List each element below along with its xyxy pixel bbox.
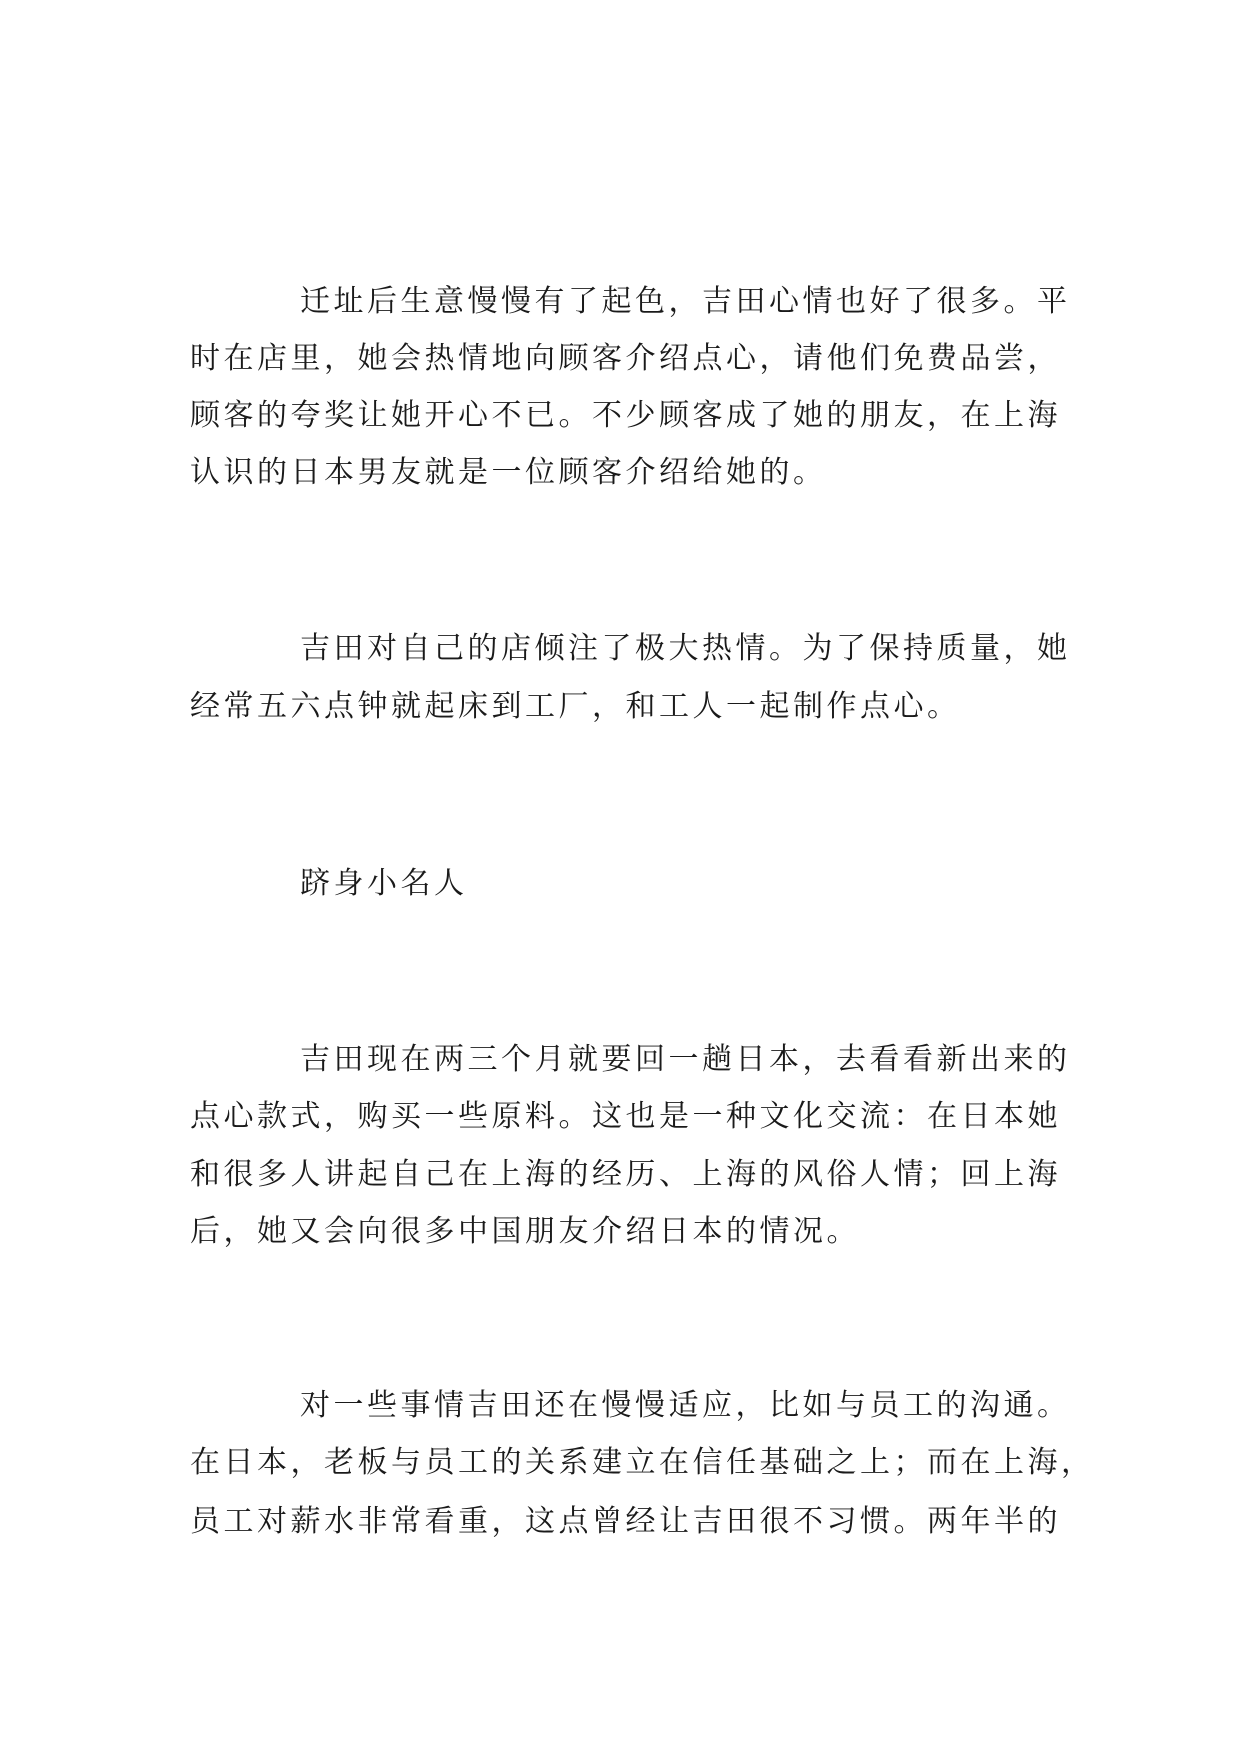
heading-text: 跻身小名人 [300,866,468,901]
text-line: 点心款式，购买一些原料。这也是一种文化交流：在日本她 [190,1099,1061,1134]
text-line: 认识的日本男友就是一位顾客介绍给她的。 [190,455,827,490]
text-line: 员工对薪水非常看重，这点曾经让吉田很不习惯。两年半的 [190,1504,1061,1539]
text-line: 在日本，老板与员工的关系建立在信任基础之上；而在上海， [190,1445,1095,1480]
text-line: 对一些事情吉田还在慢慢适应，比如与员工的沟通。 [300,1388,1071,1423]
text-line: 吉田现在两三个月就要回一趟日本，去看看新出来的 [300,1042,1071,1077]
text-line: 后，她又会向很多中国朋友介绍日本的情况。 [190,1214,860,1249]
text-line: 顾客的夸奖让她开心不已。不少顾客成了她的朋友，在上海 [190,398,1061,433]
text-line: 迁址后生意慢慢有了起色，吉田心情也好了很多。平 [300,284,1071,319]
text-line: 经常五六点钟就起床到工厂，和工人一起制作点心。 [190,689,961,724]
text-line: 和很多人讲起自己在上海的经历、上海的风俗人情；回上海 [190,1157,1061,1192]
text-line: 吉田对自己的店倾注了极大热情。为了保持质量，她 [300,631,1071,666]
text-line: 时在店里，她会热情地向顾客介绍点心，请他们免费品尝， [190,341,1061,376]
